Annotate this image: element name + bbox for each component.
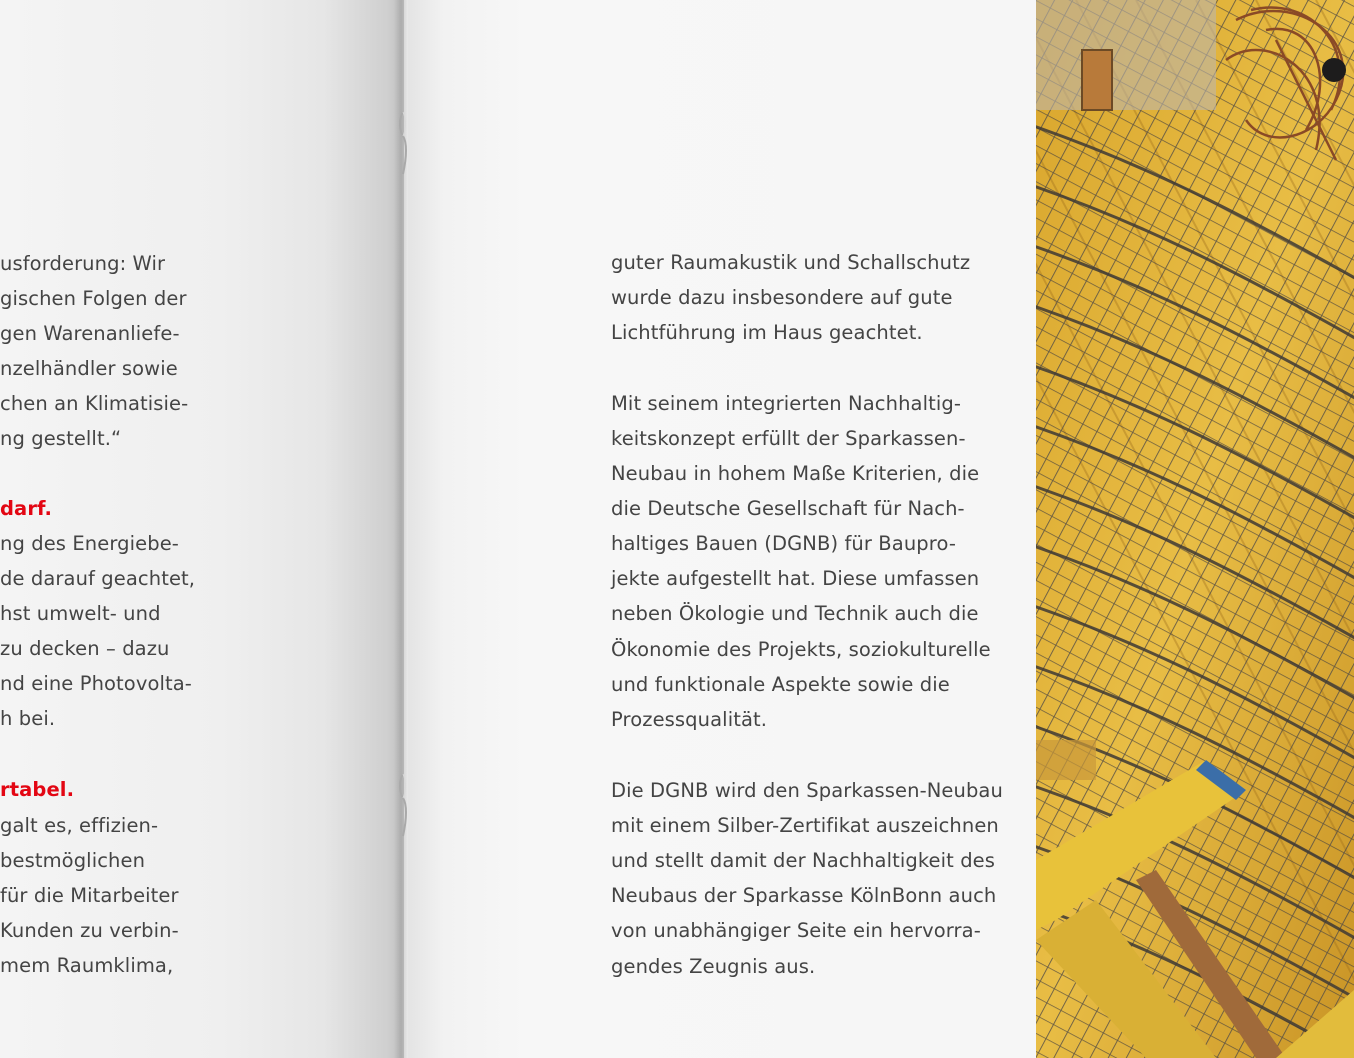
left-line: de darauf geachtet, xyxy=(0,567,196,590)
left-line: galt es, effizien- xyxy=(0,814,159,837)
left-line: gen Warenanliefe- xyxy=(0,322,180,345)
left-line: nzelhändler sowie xyxy=(0,357,178,380)
paragraph-3-line: und stellt damit der Nachhaltigkeit des xyxy=(611,849,996,872)
paragraph-1-line: wurde dazu insbesondere auf gute xyxy=(611,286,953,309)
paragraph-3-line: Neubaus der Sparkasse KölnBonn auch xyxy=(611,884,997,907)
paragraph-2-line: Prozessqualität. xyxy=(611,708,768,731)
left-line: hst umwelt- und xyxy=(0,602,161,625)
paragraph-2-line: keitskonzept erfüllt der Sparkassen- xyxy=(611,427,966,450)
paragraph-3-line: mit einem Silber-Zertifikat auszeichnen xyxy=(611,814,999,837)
paragraph-2-line: jekte aufgestellt hat. Diese umfassen xyxy=(611,567,980,590)
left-line: nd eine Photovolta- xyxy=(0,672,192,695)
paragraph-3-line: Die DGNB wird den Sparkassen-Neubau xyxy=(611,779,1003,802)
paragraph-2-line: Mit seinem integrierten Nachhaltig- xyxy=(611,392,961,415)
paragraph-3-line: von unabhängiger Seite ein hervorra- xyxy=(611,919,981,942)
left-subheading: rtabel. xyxy=(0,778,75,801)
paragraph-2-line: die Deutsche Gesellschaft für Nach- xyxy=(611,497,965,520)
left-line: gischen Folgen der xyxy=(0,287,187,310)
left-line: für die Mitarbeiter xyxy=(0,884,179,907)
left-line: bestmöglichen xyxy=(0,849,146,872)
left-text-column xyxy=(0,0,404,1058)
rebar-mesh-illustration xyxy=(1036,0,1354,1058)
left-line: ng des Energiebe- xyxy=(0,532,179,555)
wood-block xyxy=(1082,50,1112,110)
left-line: ng gestellt.“ xyxy=(0,427,122,450)
paragraph-2-line: Ökonomie des Projekts, soziokulturelle xyxy=(611,638,991,661)
paragraph-3-line: gendes Zeugnis aus. xyxy=(611,955,816,978)
paragraph-2-line: neben Ökologie und Technik auch die xyxy=(611,602,979,625)
left-line: zu decken – dazu xyxy=(0,637,170,660)
left-subheading: darf. xyxy=(0,497,53,520)
paragraph-2-line: Neubau in hohem Maße Kriterien, die xyxy=(611,462,980,485)
paragraph-2-line: haltiges Bauen (DGNB) für Baupro- xyxy=(611,532,956,555)
paragraph-1-line: Lichtführung im Haus geachtet. xyxy=(611,321,923,344)
left-line: usforderung: Wir xyxy=(0,252,166,275)
paragraph-2-line: und funktionale Aspekte sowie die xyxy=(611,673,950,696)
left-line: h bei. xyxy=(0,707,56,730)
paragraph-1-line: guter Raumakustik und Schallschutz xyxy=(611,251,971,274)
left-line: mem Raumklima, xyxy=(0,954,174,977)
left-line: Kunden zu verbin- xyxy=(0,919,179,942)
construction-photo xyxy=(1036,0,1354,1058)
left-line: chen an Klimatisie- xyxy=(0,392,189,415)
black-ball xyxy=(1322,58,1346,82)
right-text-column xyxy=(611,0,1011,1058)
